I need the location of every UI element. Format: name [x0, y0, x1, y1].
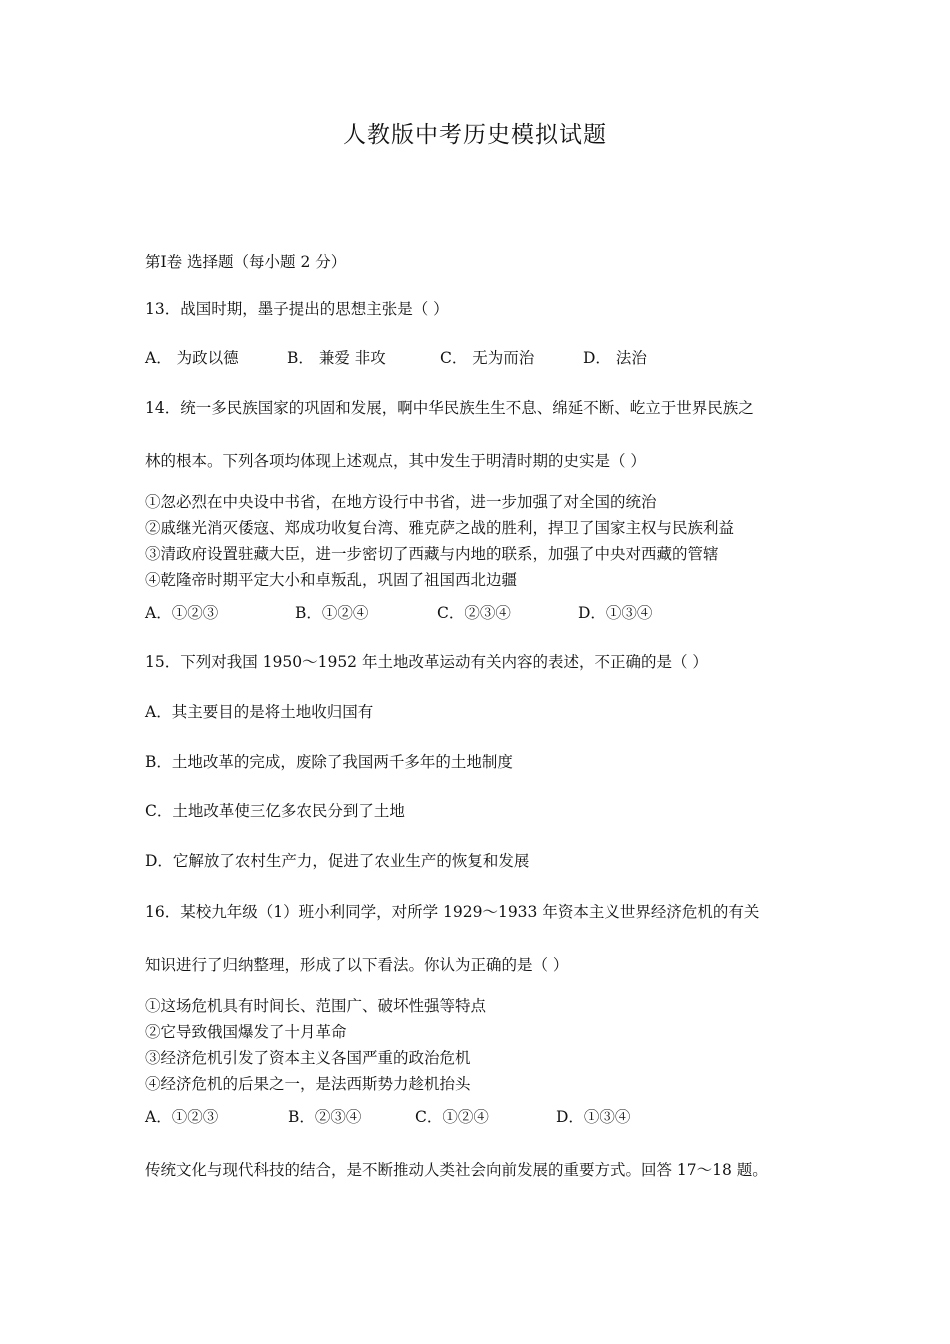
q16-stem-line1: 16．某校九年级（1）班小利同学，对所学 1929～1933 年资本主义世界经济危机的有关: [145, 903, 760, 921]
q15-option-a: A．其主要目的是将土地收归国有: [145, 703, 374, 721]
q14-option-d: D．①③④: [578, 604, 653, 622]
q16-item-3: ③经济危机引发了资本主义各国严重的政治危机: [145, 1049, 471, 1067]
q14-item-3: ③清政府设置驻藏大臣，进一步密切了西藏与内地的联系，加强了中央对西藏的管辖: [145, 545, 719, 563]
q16-item-1: ①这场危机具有时间长、范围广、破坏性强等特点: [145, 997, 487, 1015]
q14-stem-line2: 林的根本。下列各项均体现上述观点，其中发生于明清时期的史实是（ ）: [145, 452, 646, 470]
q15-option-d: D．它解放了农村生产力，促进了农业生产的恢复和发展: [145, 852, 530, 870]
q14-item-4: ④乾隆帝时期平定大小和卓叛乱，巩固了祖国西北边疆: [145, 571, 518, 589]
q16-options: [145, 1107, 845, 1127]
passage-17-18: 传统文化与现代科技的结合，是不断推动人类社会向前发展的重要方式。回答 17～18 题。: [145, 1161, 768, 1179]
q16-item-4: ④经济危机的后果之一，是法西斯势力趁机抬头: [145, 1075, 471, 1093]
q13-option-d: D． 法治: [583, 349, 647, 367]
section-header: 第Ⅰ卷 选择题（每小题 2 分）: [145, 253, 347, 271]
q14-option-c: C．②③④: [437, 604, 511, 622]
q14-item-1: ①忽必烈在中央设中书省，在地方设行中书省，进一步加强了对全国的统治: [145, 493, 657, 511]
q14-options: [145, 603, 845, 623]
q16-option-c: C．①②④: [415, 1108, 489, 1126]
q13-option-c: C． 无为而治: [440, 349, 535, 367]
q15-option-b: B．土地改革的完成，废除了我国两千多年的土地制度: [145, 753, 513, 771]
q16-stem-line2: 知识进行了归纳整理，形成了以下看法。你认为正确的是（ ）: [145, 956, 569, 974]
q13-options: [145, 348, 845, 368]
q14-item-2: ②戚继光消灭倭寇、郑成功收复台湾、雅克萨之战的胜利，捍卫了国家主权与民族利益: [145, 519, 735, 537]
q13-option-a: A． 为政以德: [145, 349, 239, 367]
q13-stem: 13．战国时期，墨子提出的思想主张是（ ）: [145, 300, 449, 318]
q14-option-a: A．①②③: [145, 604, 219, 622]
q16-item-2: ②它导致俄国爆发了十月革命: [145, 1023, 347, 1041]
q16-option-d: D．①③④: [556, 1108, 631, 1126]
q13-option-b: B． 兼爱 非攻: [287, 349, 386, 367]
q16-option-a: A．①②③: [145, 1108, 219, 1126]
document-title: 人教版中考历史模拟试题: [343, 122, 607, 148]
q15-stem: 15．下列对我国 1950～1952 年土地改革运动有关内容的表述，不正确的是（ ）: [145, 653, 708, 671]
q14-option-b: B．①②④: [295, 604, 369, 622]
q16-option-b: B．②③④: [288, 1108, 362, 1126]
q15-option-c: C．土地改革使三亿多农民分到了土地: [145, 802, 405, 820]
q14-stem-line1: 14．统一多民族国家的巩固和发展，啊中华民族生生不息、绵延不断、屹立于世界民族之: [145, 399, 754, 417]
